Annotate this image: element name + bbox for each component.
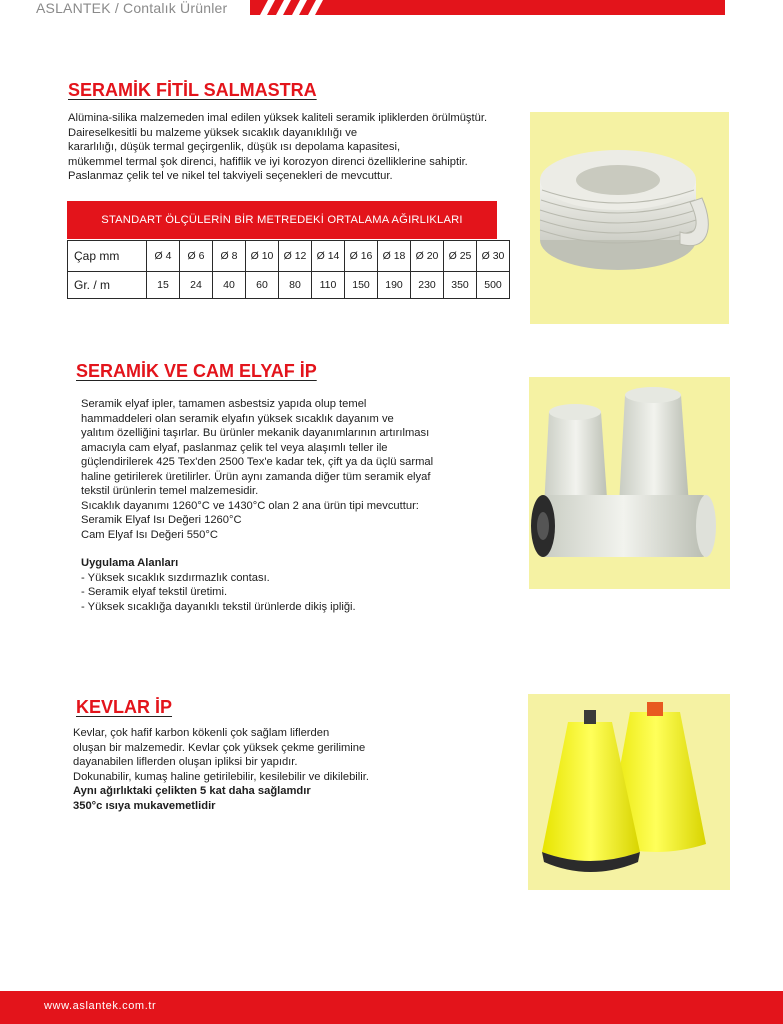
header-slash	[276, 0, 291, 15]
kevlar-yarn-image	[528, 694, 730, 890]
kevlar-yarn-illustration	[528, 694, 730, 890]
paragraph-line: güçlendirilerek 425 Tex'den 2500 Tex'e kadar tek, çift ya da üçlü sarmal	[81, 456, 434, 468]
header-slash	[292, 0, 307, 15]
paragraph-line: hammaddeleri olan seramik elyafın yüksek sıcaklık dayanım ve	[81, 412, 394, 425]
table-row	[68, 241, 510, 272]
section-title-seramik-fitil: SERAMİK FİTİL SALMASTRA	[68, 80, 317, 100]
paragraph-line: mükemmel termal şok direnci, hafiflik ve iyi korozyon direnci özelliklerine sahiptir.	[68, 155, 468, 168]
usage-title: Uygulama Alanları	[81, 557, 179, 569]
ceramic-rope-illustration	[530, 112, 729, 324]
paragraph-line: Kevlar, çok hafif karbon kökenli çok sağlam liflerden	[73, 727, 330, 739]
paragraph-line: Daireselkesitli bu malzeme yüksek sıcaklık dayanıklılığı ve	[68, 126, 358, 139]
weights-table	[67, 240, 510, 299]
kevlar-description	[73, 726, 369, 813]
seramik-cam-description	[81, 397, 433, 614]
table-cell: Ø 18	[378, 241, 411, 272]
seramik-fitil-description	[68, 111, 487, 184]
table-cell: 40	[213, 272, 246, 299]
ceramic-yarn-image	[529, 377, 730, 589]
table-cell: Ø 16	[345, 241, 378, 272]
table-cell: Ø 20	[411, 241, 444, 272]
section-title-seramik-cam: SERAMİK VE CAM ELYAF İP	[76, 361, 317, 381]
table-cell: Ø 14	[312, 241, 345, 272]
weights-table-heading: STANDART ÖLÇÜLERİN BİR METREDEKİ ORTALAMA AĞIRLIKLARI	[67, 201, 497, 239]
usage-item: - Yüksek sıcaklık sızdırmazlık contası.	[81, 571, 270, 584]
paragraph-line: Cam Elyaf Isı Değeri 550°C	[81, 528, 218, 541]
table-cell: Ø 8	[213, 241, 246, 272]
header-slash	[308, 0, 323, 15]
paragraph-line: Paslanmaz çelik tel ve nikel tel takviyeli seçenekleri de mevcuttur.	[68, 170, 393, 182]
table-cell: Ø 4	[147, 241, 180, 272]
paragraph-line: oluşan bir malzemedir. Kevlar çok yüksek çekme gerilimine	[73, 741, 366, 754]
table-cell: Ø 6	[180, 241, 213, 272]
paragraph-line: amacıyla cam elyaf, paslanmaz çelik tel veya alaşımlı teller ile	[81, 441, 388, 454]
paragraph-line: tekstil ürünlerin temel malzemesidir.	[81, 485, 259, 497]
kevlar-highlight: 350°c ısıya mukavemetlidir	[73, 799, 216, 812]
kevlar-highlight: Aynı ağırlıktaki çelikten 5 kat daha sağlamdır	[73, 785, 311, 797]
ceramic-yarn-illustration	[529, 377, 730, 589]
table-cell: 190	[378, 272, 411, 299]
table-cell: Ø 30	[477, 241, 510, 272]
table-cell: 150	[345, 272, 378, 299]
paragraph-line: Sıcaklık dayanımı 1260°C ve 1430°C olan 2 ana ürün tipi mevcuttur:	[81, 499, 419, 512]
paragraph-line: yalıtım özelliğini taşırlar. Bu ürünler mekanik dayanımlarının artırılması	[81, 427, 430, 439]
table-cell: 500	[477, 272, 510, 299]
table-cell: 110	[312, 272, 345, 299]
table-cell: 24	[180, 272, 213, 299]
footer-bar	[0, 991, 783, 1024]
table-cell: Ø 25	[444, 241, 477, 272]
paragraph-line: dayanabilen liflerden oluşan ipliksi bir yapıdır.	[73, 756, 298, 768]
section-title-kevlar: KEVLAR İP	[76, 697, 173, 717]
table-cell: 15	[147, 272, 180, 299]
table-cell: Ø 12	[279, 241, 312, 272]
paragraph-line: Dokunabilir, kumaş haline getirilebilir, kesilebilir ve dikilebilir.	[73, 770, 369, 783]
table-cell: 60	[246, 272, 279, 299]
footer-website-link[interactable]: www.aslantek.com.tr	[44, 1000, 157, 1012]
table-cell: 230	[411, 272, 444, 299]
usage-item: - Yüksek sıcaklığa dayanıklı tekstil ürünlerde dikiş ipliği.	[81, 600, 356, 613]
table-cell: 80	[279, 272, 312, 299]
row-label-weight: Gr. / m	[68, 272, 147, 299]
header-breadcrumb: ASLANTEK / Contalık Ürünler	[36, 0, 228, 16]
table-row	[68, 272, 510, 299]
row-label-diameter: Çap mm	[68, 241, 147, 272]
header-slash	[260, 0, 275, 15]
ceramic-rope-image	[530, 112, 729, 324]
paragraph-line: haline getirilerek üretilirler. Ürün aynı zamanda diğer tüm seramik elyaf	[81, 470, 431, 483]
paragraph-line: Seramik Elyaf Isı Değeri 1260°C	[81, 514, 242, 526]
usage-item: - Seramik elyaf tekstil üretimi.	[81, 586, 228, 598]
table-cell: Ø 10	[246, 241, 279, 272]
paragraph-line: kararlılığı, düşük termal geçirgenlik, düşük ısı depolama kapasitesi,	[68, 141, 401, 153]
paragraph-line: Alümina-silika malzemeden imal edilen yüksek kaliteli seramik ipliklerden örülmüştür.	[68, 112, 488, 124]
table-cell: 350	[444, 272, 477, 299]
header-bar	[250, 0, 725, 15]
paragraph-line: Seramik elyaf ipler, tamamen asbestsiz yapıda olup temel	[81, 398, 367, 410]
